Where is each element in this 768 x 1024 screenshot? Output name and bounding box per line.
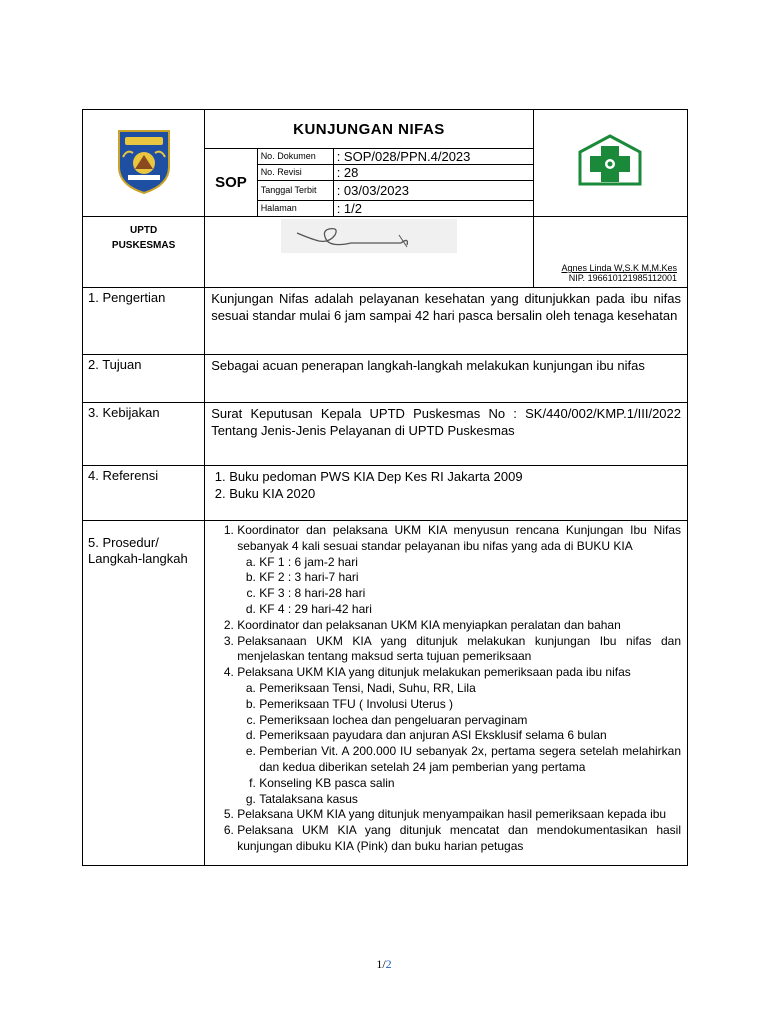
- doc-number-label: No. Dokumen: [257, 149, 333, 165]
- prosedur-substeps: [237, 681, 681, 807]
- doc-info-table: [205, 149, 533, 216]
- puskesmas-cross-logo-icon: [576, 132, 644, 190]
- prosedur-step: [237, 523, 681, 618]
- signer-cell: [533, 217, 687, 288]
- tujuan-text: Sebagai acuan penerapan langkah-langkah melakukan kunjungan ibu nifas: [205, 355, 688, 403]
- signer-name: Agnes Linda W,S.K M,M.Kes: [561, 263, 677, 273]
- doc-number-value: : SOP/028/PPN.4/2023: [333, 149, 533, 165]
- kebijakan-label: 3. Kebijakan: [83, 403, 205, 466]
- prosedur-cell: [205, 521, 688, 866]
- page-number: [0, 957, 768, 972]
- prosedur-substep: c. KF 3 : 8 hari-28 hari: [259, 586, 681, 602]
- prosedur-substep: b. Pemeriksaan TFU ( Involusi Uterus ): [259, 697, 681, 713]
- regional-emblem-icon: [113, 127, 175, 195]
- issue-date-label: Tanggal Terbit: [257, 181, 333, 201]
- prosedur-substep: g. Tatalaksana kasus: [259, 792, 681, 808]
- prosedur-step: 6. Pelaksana UKM KIA yang ditunjuk mencatat dan mendokumentasikan hasil kunjungan dibuku KIA (Pink) dan buku harian petugas: [237, 823, 681, 855]
- prosedur-substep: a. Pemeriksaan Tensi, Nadi, Suhu, RR, Lila: [259, 681, 681, 697]
- referensi-cell: [205, 466, 688, 521]
- prosedur-substep: b. KF 2 : 3 hari-7 hari: [259, 570, 681, 586]
- revision-label: No. Revisi: [257, 165, 333, 181]
- page-current: 1/: [376, 957, 386, 971]
- prosedur-step: [237, 665, 681, 807]
- prosedur-substep: d. KF 4 : 29 hari-42 hari: [259, 602, 681, 618]
- unit-line-2: PUSKESMAS: [111, 240, 176, 251]
- tujuan-label: 2. Tujuan: [83, 355, 205, 403]
- document-title: KUNJUNGAN NIFAS: [205, 110, 534, 149]
- prosedur-substep: f. Konseling KB pasca salin: [259, 776, 681, 792]
- prosedur-steps: [211, 523, 681, 855]
- pengertian-text: Kunjungan Nifas adalah pelayanan kesehatan yang ditunjukkan pada ibu nifas sesuai standar mulai 6 jam sampai 42 hari pasca bersalin oleh tenaga kesehatan: [205, 288, 688, 355]
- referensi-list: [211, 468, 681, 502]
- page-value: : 1/2: [333, 201, 533, 217]
- pengertian-label: 1. Pengertian: [83, 288, 205, 355]
- prosedur-substep: d. Pemeriksaan payudara dan anjuran ASI Eksklusif selama 6 bulan: [259, 728, 681, 744]
- signer-nip: NIP. 196610121985112001: [568, 273, 677, 283]
- referensi-item: 2. Buku KIA 2020: [229, 485, 681, 502]
- sop-table: [82, 109, 688, 866]
- unit-cell: [83, 217, 205, 288]
- issue-date-value: : 03/03/2023: [333, 181, 533, 201]
- prosedur-step-text: Koordinator dan pelaksana UKM KIA menyusun rencana Kunjungan Ibu Nifas sebanyak 4 kali sesuai standar pelayanan ibu nifas yang ada di BUKU KIA: [237, 523, 681, 553]
- prosedur-substep: a. KF 1 : 6 jam-2 hari: [259, 555, 681, 571]
- prosedur-step: 3. Pelaksanaan UKM KIA yang ditunjuk melakukan kunjungan Ibu nifas dan menjelaskan tentang maksud serta tujuan pemeriksaan: [237, 634, 681, 666]
- revision-value: : 28: [333, 165, 533, 181]
- page-total-link[interactable]: 2: [385, 957, 392, 971]
- signature-image: [281, 219, 457, 253]
- referensi-label: 4. Referensi: [83, 466, 205, 521]
- prosedur-label: 5. Prosedur/ Langkah-langkah: [83, 521, 205, 866]
- prosedur-substeps: [237, 555, 681, 618]
- referensi-item: 1. Buku pedoman PWS KIA Dep Kes RI Jakarta 2009: [229, 468, 681, 485]
- prosedur-substep: e. Pemberian Vit. A 200.000 IU sebanyak 2x, pertama segera setelah melahirkan dan kedua diberikan setelah 24 jam pemberian yang pertama: [259, 744, 681, 776]
- unit-line-1: UPTD: [129, 225, 158, 236]
- prosedur-substep: c. Pemeriksaan lochea dan pengeluaran pervaginam: [259, 713, 681, 729]
- regional-logo-cell: [83, 110, 205, 217]
- kebijakan-text: Surat Keputusan Kepala UPTD Puskesmas No : SK/440/002/KMP.1/III/2022 Tentang Jenis-Jenis Pelayanan di UPTD Puskesmas: [205, 403, 688, 466]
- page-label: Halaman: [257, 201, 333, 217]
- prosedur-step: 5. Pelaksana UKM KIA yang ditunjuk menyampaikan hasil pemeriksaan kepada ibu: [237, 807, 681, 823]
- puskesmas-logo-cell: [533, 110, 687, 217]
- handwritten-signature-icon: [281, 219, 457, 253]
- doc-info-cell: [205, 149, 534, 217]
- sop-label: SOP: [215, 174, 247, 191]
- prosedur-step-text: Pelaksana UKM KIA yang ditunjuk melakukan pemeriksaan pada ibu nifas: [237, 665, 631, 680]
- prosedur-step: 2. Koordinator dan pelaksanan UKM KIA menyiapkan peralatan dan bahan: [237, 618, 681, 634]
- signature-cell: [205, 217, 534, 288]
